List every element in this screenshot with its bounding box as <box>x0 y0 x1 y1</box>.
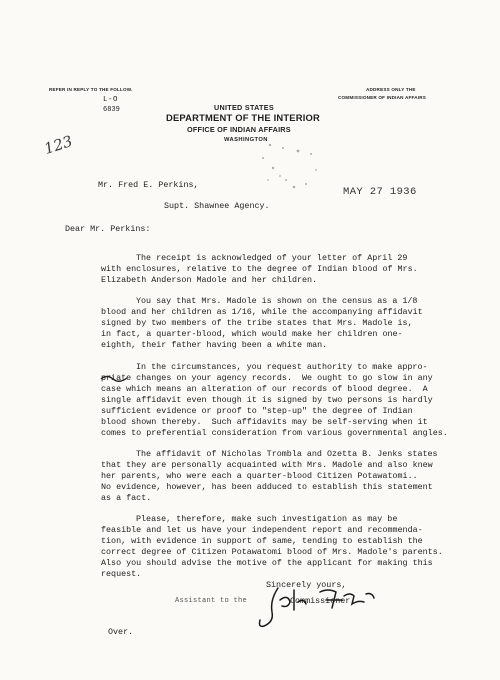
paragraph-3-line-7: comes to preferential consideration from various governmental angles. <box>101 428 448 438</box>
addressee-title: Supt. Shawnee Agency. <box>164 201 270 211</box>
office-heading: OFFICE OF INDIAN AFFAIRS <box>187 125 291 134</box>
reference-code-2: 6839 <box>103 106 120 114</box>
paragraph-3-line-6: blood shown thereby. Such affidavits may be self-serving when it <box>101 417 428 427</box>
reference-code-1: L-O <box>103 96 119 104</box>
address-label-2: COMMISSIONER OF INDIAN AFFAIRS <box>338 95 427 100</box>
paragraph-3-line-1: In the circumstances, you request authority to make appro- <box>136 362 428 372</box>
faint-stamp-marks <box>258 140 338 200</box>
signer-title: Commissioner. <box>290 596 356 606</box>
paragraph-2-line-5: eighth, their father having been a white man. <box>101 340 328 350</box>
assistant-label: Assistant to the <box>175 597 248 605</box>
paragraph-5-line-6: request. <box>101 569 142 579</box>
paragraph-2-line-3: signed by two members of the tribe states that Mrs. Madole is, <box>101 318 413 328</box>
date-stamp: MAY 27 1936 <box>343 186 417 198</box>
paragraph-3-line-5: sufficient evidence or proof to "step-up" the degree of Indian <box>101 406 413 416</box>
paragraph-4-line-5: as a fact. <box>101 493 152 503</box>
paragraph-5-line-2: feasible and let us have your independent report and recommenda- <box>101 525 423 535</box>
paragraph-2-line-1: You say that Mrs. Madole is shown on the census as a 1/8 <box>136 296 418 306</box>
signature <box>250 582 390 632</box>
paragraph-4-line-3: her parents, who were each a quarter-blood Citizen Potawatomi.. <box>101 471 418 481</box>
refer-label: REFER IN REPLY TO THE FOLLOW. <box>49 87 133 92</box>
paragraph-2-line-4: in fact, a quarter-blood, which would make her children one- <box>101 329 403 339</box>
closing: Sincerely yours, <box>266 580 347 590</box>
paragraph-4-line-4: No evidence, however, has been adduced to establish this statement <box>101 482 433 492</box>
paragraph-4-line-2: that they are personally acquainted with Mrs. Madole and also knew <box>101 460 433 470</box>
paragraph-1-line-1: The receipt is acknowledged of your letter of April 29 <box>136 253 408 263</box>
paragraph-3-line-3: case which means an alteration of our records of blood degree. A <box>101 384 428 394</box>
paragraph-4-line-1: The affidavit of Nicholas Trombla and Ozetta B. Jenks states <box>136 449 438 459</box>
paragraph-5-line-3: tion, with evidence in support of same, tending to establish the <box>101 536 423 546</box>
over-note: Over. <box>108 627 134 637</box>
address-label-1: ADDRESS ONLY THE <box>366 87 416 92</box>
paragraph-5-line-5: Also you should advise the motive of the applicant for making this <box>101 558 433 568</box>
country-heading: UNITED STATES <box>214 103 274 112</box>
paragraph-1-line-2: with enclosures, relative to the degree of Indian blood of Mrs. <box>101 264 418 274</box>
paragraph-2-line-2: blood and her children as 1/16, while the accompanying affidavit <box>101 307 423 317</box>
handwritten-mark: 123 <box>41 132 75 158</box>
paragraph-3-line-4: single affidavit even though it is signed by two persons is hardly <box>101 395 433 405</box>
paragraph-5-line-1: Please, therefore, make such investigation as may be <box>136 514 398 524</box>
addressee-name: Mr. Fred E. Perkins, <box>98 180 199 190</box>
salutation: Dear Mr. Perkins: <box>65 224 151 234</box>
paragraph-5-line-4: correct degree of Citizen Potawatomi blood of Mrs. Madole's parents. <box>101 547 443 557</box>
pen-mark <box>99 373 131 385</box>
department-heading: DEPARTMENT OF THE INTERIOR <box>166 112 320 123</box>
paragraph-3-line-2: priate changes on your agency records. We ought to go slow in any <box>101 373 433 383</box>
paragraph-1-line-3: Elizabeth Anderson Madole and her children. <box>101 275 318 285</box>
city-heading: WASHINGTON <box>224 137 268 143</box>
